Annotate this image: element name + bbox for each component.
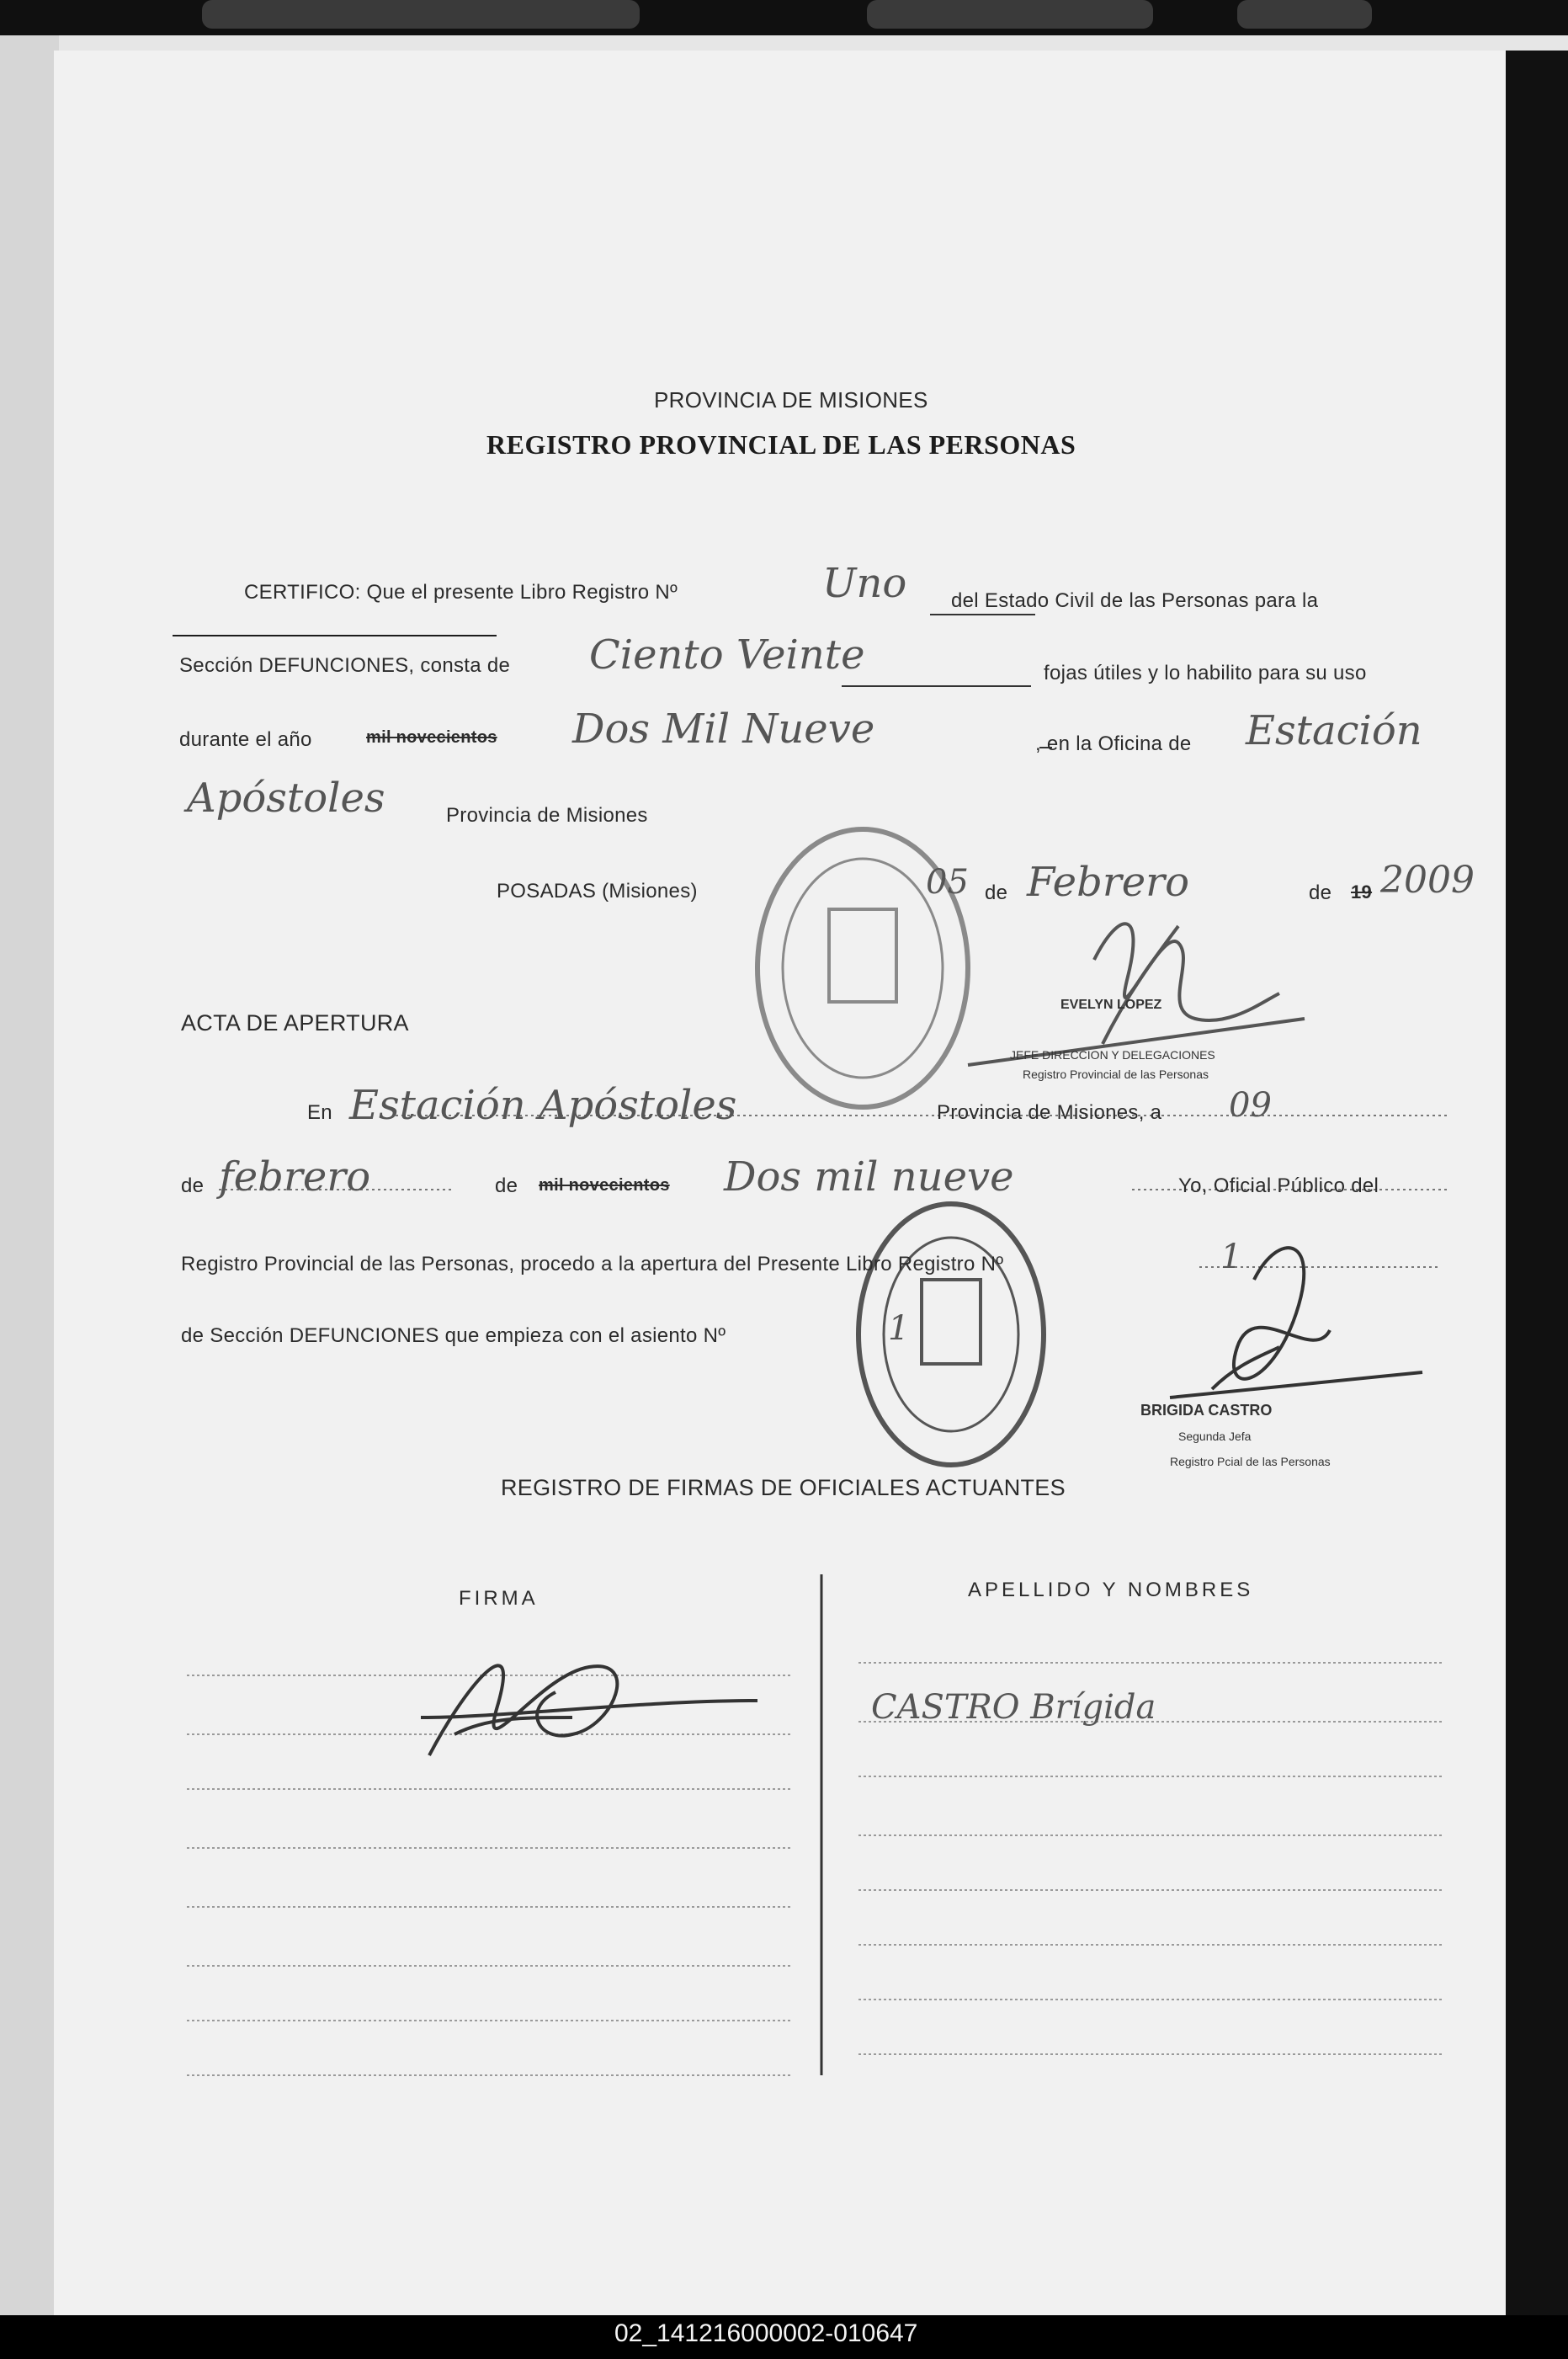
acta-libro-num-handwritten: 1 <box>1220 1238 1242 1276</box>
acta-province: Provincia de Misiones, a <box>937 1101 1162 1124</box>
stamp-1-role: JEFE DIRECCION Y DELEGACIONES <box>1010 1048 1215 1062</box>
acta-day-handwritten: 09 <box>1229 1086 1272 1125</box>
acta-yo: Yo, Oficial Público del <box>1178 1174 1379 1197</box>
acta-asiento-num-handwritten: 1 <box>888 1309 910 1348</box>
de-label-2: de <box>1309 881 1332 904</box>
firma-entry-1: CASTRO Brígida <box>871 1688 1156 1727</box>
acta-month-handwritten: febrero <box>219 1153 371 1201</box>
footer-code: 02_141216000002-010647 <box>614 2319 918 2347</box>
certifico-line4b: Provincia de Misiones <box>446 804 648 827</box>
stamp-2-role: Segunda Jefa <box>1178 1430 1252 1443</box>
firmas-title: REGISTRO DE FIRMAS DE OFICIALES ACTUANTES <box>501 1475 1066 1500</box>
fojas-handwritten: Ciento Veinte <box>589 631 865 679</box>
struck-mil-novecientos: mil novecientos <box>366 728 497 747</box>
acta-line3: Registro Provincial de las Personas, procedo a la apertura del Presente Libro Registro Nº <box>181 1253 1004 1275</box>
year-handwritten: Dos Mil Nueve <box>572 706 875 753</box>
year-short-handwritten: 2009 <box>1380 859 1475 902</box>
acta-de-b: de <box>495 1174 518 1197</box>
certifico-line2a: Sección DEFUNCIONES, consta de <box>179 654 511 677</box>
acta-line4: de Sección DEFUNCIONES que empieza con el asiento Nº <box>181 1324 726 1347</box>
oficina-handwritten-2: Apóstoles <box>187 775 385 822</box>
month-handwritten: Febrero <box>1027 859 1190 906</box>
acta-struck-mil-novecientos: mil novecientos <box>539 1176 670 1195</box>
struck-19: 19 <box>1351 881 1373 903</box>
acta-year-handwritten: Dos mil nueve <box>724 1153 1014 1201</box>
stamp-2-name: BRIGIDA CASTRO <box>1140 1402 1273 1419</box>
acta-de-a: de <box>181 1174 205 1197</box>
registry-title: REGISTRO PROVINCIAL DE LAS PERSONAS <box>486 429 1076 460</box>
acta-title: ACTA DE APERTURA <box>181 1010 409 1036</box>
stamp-1-sub: Registro Provincial de las Personas <box>1023 1068 1209 1081</box>
certifico-line3b: , en la Oficina de <box>1035 732 1192 755</box>
day-handwritten: 05 <box>926 863 969 902</box>
stamp-1-name: EVELYN LOPEZ <box>1060 998 1162 1012</box>
apellido-column-header: APELLIDO Y NOMBRES <box>968 1579 1254 1601</box>
firma-column-header: FIRMA <box>459 1587 539 1610</box>
oficina-handwritten-1: Estación <box>1246 707 1422 754</box>
acta-en: En <box>307 1101 332 1124</box>
acta-place-handwritten: Estación Apóstoles <box>349 1082 737 1129</box>
libro-number-handwritten: Uno <box>822 560 907 607</box>
de-label-1: de <box>985 881 1008 904</box>
province-title: PROVINCIA DE MISIONES <box>654 387 928 413</box>
stamp-2-sub: Registro Pcial de las Personas <box>1170 1455 1331 1468</box>
certifico-line1b: del Estado Civil de las Personas para la <box>951 589 1319 612</box>
posadas-label: POSADAS (Misiones) <box>497 880 698 903</box>
certifico-line2b: fojas útiles y lo habilito para su uso <box>1044 662 1367 684</box>
certifico-line3a: durante el año <box>179 728 312 751</box>
certifico-line1a: CERTIFICO: Que el presente Libro Registro Nº <box>244 581 678 604</box>
